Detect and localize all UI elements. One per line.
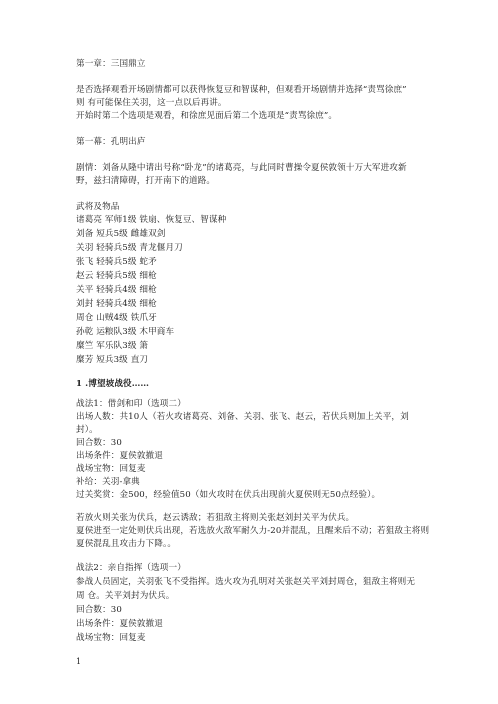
battle1-rounds: 回合数：30 <box>76 438 122 448</box>
plot-line-1: 剧情：刘备从隆中请出号称“卧龙”的诸葛亮，与此同时曹操令夏侯敦领十万大军进攻新 <box>76 163 407 173</box>
chapter-title: 第一章：三国鼎立 <box>76 59 146 69</box>
battle1-people-1: 出场人数：共10人（若火攻诸葛亮、刘备、关羽、张飞、赵云，若伏兵则加上关平，刘 <box>76 412 409 422</box>
tip-line-1: 若放火则关张为伏兵，赵云诱敌；若狙敌主将则关张赵刘封关平为伏兵。 <box>76 513 355 523</box>
battle2-people-2: 周 仓。关平刘封为伏兵。 <box>76 591 175 601</box>
page-number: 1 <box>76 657 82 666</box>
plot-line-2: 野，兹扫清障碍，打开南下的道路。 <box>76 176 216 186</box>
roster-row: 刘封 轻骑兵4级 细枪 <box>76 299 157 309</box>
roster-row: 关羽 轻骑兵5级 青龙偃月刀 <box>76 243 183 253</box>
battle2-rounds: 回合数：30 <box>76 605 122 615</box>
roster-row: 孙乾 运粮队3级 木甲商车 <box>76 327 175 337</box>
roster-row: 诸葛亮 军师1级 铁扇、恢复豆、智谋种 <box>76 215 227 225</box>
intro-line-3: 开始时第二个选项是观看，和徐庶见面后第二个选项是“责骂徐庶”。 <box>76 111 338 121</box>
intro-line-2: 则 有可能保住关羽，这一点以后再讲。 <box>76 98 227 108</box>
battle2-condition: 出场条件：夏侯敦撤退 <box>76 619 163 629</box>
battle1-people-2: 封）。 <box>76 425 98 435</box>
roster-title: 武将及物品 <box>76 202 120 212</box>
roster-row: 赵云 轻骑兵5级 细枪 <box>76 271 157 281</box>
roster-row: 张飞 轻骑兵5级 蛇矛 <box>76 257 157 267</box>
roster-row: 糜芳 短兵3级 直刀 <box>76 355 149 365</box>
battle1-supply: 补给：关羽-拿典 <box>76 477 140 487</box>
battle2-treasure: 战场宝物：回复麦 <box>76 633 146 643</box>
battle1-title: 战法1：借剑和印（选项二） <box>76 399 186 409</box>
roster-row: 糜竺 军乐队3级 箫 <box>76 341 149 351</box>
battle2-people-1: 参战人员固定，关羽张飞不受指挥。选火攻为孔明对关张赵关平刘封周仓，狙敌主将则无 <box>76 577 416 587</box>
tip-line-3: 夏侯混乱且攻击力下降。。 <box>76 539 177 549</box>
battle2-title: 战法2：亲自指挥（选项一） <box>76 563 186 573</box>
intro-line-1: 是否选择观看开场剧情都可以获得恢复豆和智谋种，但观看开场剧情并选择“责骂徐庶” <box>76 85 407 95</box>
battle1-condition: 出场条件：夏侯敦撤退 <box>76 451 163 461</box>
tip-line-2: 夏侯进至一定处则伏兵出现，若选放火敌军耐久力-20并混乱，且醒来后不动；若狙敌主将则 <box>76 526 430 536</box>
battle1-treasure: 战场宝物：回复麦 <box>76 464 146 474</box>
scene-title: 第一幕：孔明出庐 <box>76 137 146 147</box>
battle1-reward: 过关奖赏：金500，经验值50（如火攻时在伏兵出现前火夏侯则无50点经验）。 <box>76 490 381 500</box>
battle-heading: 1 .博望坡战役…… <box>76 379 150 389</box>
roster-row: 刘备 短兵5级 雌雄双剑 <box>76 229 166 239</box>
roster-row: 关平 轻骑兵4级 细枪 <box>76 285 157 295</box>
roster-row: 周仓 山贼4级 铁爪牙 <box>76 313 157 323</box>
